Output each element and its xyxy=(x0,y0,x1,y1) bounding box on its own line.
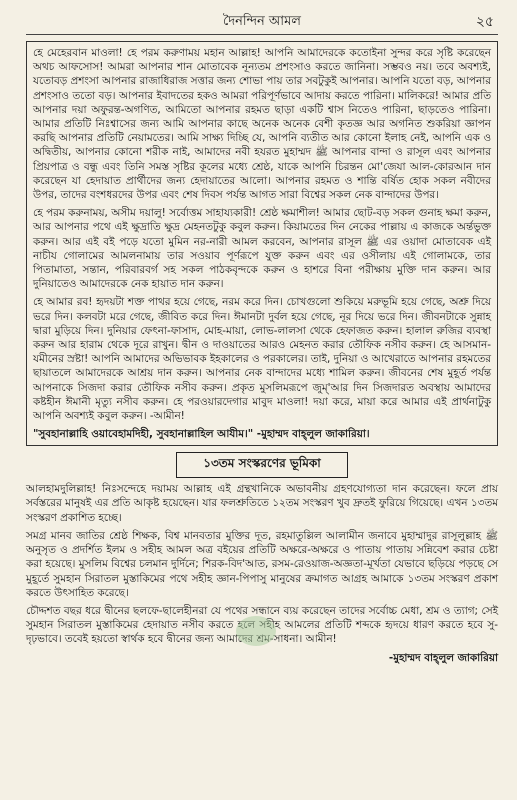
prayer-box xyxy=(26,41,498,446)
prayer-paragraph-1: হে মেহেরবান মাওলা! হে পরম করুণাময় মহান আল্লাহ! আপনি আমাদেরকে কতোইনা সুন্দর করে সৃষ্টি করেছেন অথচ আফসোস! আমরা আপনার শান মোতাবেক নূন্যতম প্রশংসাও করতে জানিনা। সম্ভবও নয়। তবে অবশ্যই, যতোবড় প্রশংসা আপনার রাজাধিরাজ সত্তার জন্য শোভা পায় তার সবটুকুই আপনার। আপনি যতো বড়, আপনার প্রশংসাও ততো বড়। আপনার ইবাদতের হকও আমরা পরিপূর্ণভাবে আদায় করতে পারিনা। মালিকরে! আমার প্রতি আপনার দয়া অফুরন্ত-অগণিত, আমিতো আপনার রহমত ছাড়া একটি শ্বাস নিতেও পারিনা, ছাড়তেও পারিনা। আমার প্রতিটি নিঃশ্বাসের জন্য আমি আপনার কাছে অনেক অনেক বেশী কৃতজ্ঞ আর অগনিত শুকরিয়া জ্ঞাপন করছি আপনার প্রতিটি নেয়ামতের। আমি সাক্ষ্য দিচ্ছি যে, আপনি ব্যতীত আর কোনো ইলাহ নেই, আপনি এক ও অদ্বিতীয়, আপনার কোনো শরীক নাই, আমাদের নবী হযরত মুহাম্মদ ﷺ আপনার বান্দা ও রাসূল এবং আপনার প্রিয়পাত্র ও বন্ধু এবং তিনি সমস্ত সৃষ্টির কূলের মধ্যে শ্রেষ্ঠ, যাকে আপনি চিরন্তন মো'জেযা আল-কোরআন দান করেছেন যা হেদায়াত প্রার্থীদের জন্য হেদায়াতের আলো। আপনার রহমত ও শান্তি বর্ষিত হোক সকল নবীদের উপর, তাদের বংশধরদের উপর এবং শেষ দিবস পর্যন্ত আগত সারা বিশ্বের সকল নেক বান্দাদের উপর। xyxy=(33,47,491,202)
prayer-paragraph-3: হে আমার রব! হৃদয়টা শক্ত পাথর হয়ে গেছে, নরম করে দিন। চোখগুলো শুকিয়ে মরুভূমি হয়ে গেছে, অশ্রু দিয়ে ভরে দিন। কলবটা মরে গেছে, জীবিত করে দিন। ঈমানটা দুর্বল হয়ে গেছে, নূর দিয়ে ভরে দিন। জীবনটাকে সুন্নাহ দ্বারা মুড়িয়ে দিন। দুনিয়ার ফেৎনা-ফাসাদ, মোহ-মায়া, লোভ-লালসা থেকে হেফাজত করুন। হালাল রুজির ব্যবস্থা করুন আর হারাম থেকে দূরে রাখুন। দ্বীন ও দাওয়াতের আরও মেহনত করার তৌফিক নসীব করুন। হে আসমান-যমীনের স্রষ্টা! আপনি আমাদের অভিভাবক ইহকালের ও পরকালের। তাই, দুনিয়া ও আখেরাতে আপনার রহমতের ছায়াতলে আমাদেরকে আশ্রয় দান করুন। আপনার নেক বান্দাদের মধ্যে শামিল করুন। জীবনের শেষ মুহূর্ত পর্যন্ত আপনাকে সিজদা করার তৌফিক নসীব করুন। প্রকৃত মুসলিমরূপে জুম্'আর দিন সিজদারত অবস্থায় আমাদের কষ্টহীন ঈমানী মৃত্যু নসীব করুন। হে পরওয়ারদেগার মাবুদ মাওলা! দয়া করে, মায়া করে আমার এই প্রার্থনাটুকু আপনি অবশ্যই কবুল করুন। -আমীন! xyxy=(33,296,491,423)
preface-title: ১৩তম সংস্করণের ভূমিকা xyxy=(176,452,348,478)
preface-signature: -মুহাম্মদ বাহ্‌লুল জাকারিয়া xyxy=(388,651,498,664)
preface-paragraph-2: সমগ্র মানব জাতির শ্রেষ্ঠ শিক্ষক, বিশ্ব মানবতার মুক্তির দূত, রহমাতুল্লিল আলামীন জনাবে মুহাম্মাদুর রাসূলুল্লাহ ﷺ অনুসৃত ও প্রদর্শিত ইলম ও সহীহ আমল অত্র বইয়ের প্রতিটি অক্ষরে-অক্ষরে ও পাতায় পাতায় সন্নিবেশ করার চেষ্টা করা হয়েছে। মুসলিম বিশ্বের চলমান দুর্দিনে; শিরক-বিদ'আত, রসম-রেওয়াজ-অজ্ঞতা-মূর্খতা যেভাবে ছড়িয়ে পড়ছে সে মুহূর্তে সুমহান সিরাতল মুস্তাকিমের পথে সহীহ জ্ঞান-পিপাসু মানুষের ক্রমাগত আগ্রহ আমাকে ১৩তম সংস্করণ প্রকাশ করতে উৎসাহিত করেছে। xyxy=(26,529,498,599)
book-page xyxy=(26,8,498,794)
prayer-paragraph-2: হে পরম করুনাময়, অসীম দয়ালু! সর্বোত্তম সাহায্যকারী! শ্রেষ্ঠ ক্ষমাশীল! আমার ছোট-বড় সকল গুনাহ ক্ষমা করুন, আর আপনার পথে এই ক্ষুদ্রাতি ক্ষুদ্র মেহনতটুকু কবুল করুন। কিয়ামতের দিন নেকের পাল্লায় এ কাজকে অর্ন্তভুক্ত করুন। আর এই বই পড়ে যতো মুমিন নর-নারী আমল করবেন, আপনার রাসূল ﷺ এর ওয়াদা মোতাবেক এই নাচীয গোলামের আমলনামায় তার সওয়াব পূর্ণরূপে যুক্ত করুন এবং এর ওসীলায় এই গোলামকে, তার পিতামাতা, সন্তান, পরিবারবর্গ সহ সকল পাঠকবৃন্দকে করুন ও হাশরে বিনা পরীক্ষায় মুক্তি দান করুন। আর দুনিয়াতেও আমাদেরকে নেক হায়াত দান করুন। xyxy=(33,207,491,291)
watermark-logo xyxy=(236,616,276,646)
prayer-signature-quote: "সুবহানাল্লাহি ওয়াবেহামদিহী, সুবহানাল্লাহিল আযীম।" xyxy=(33,428,254,441)
preface-paragraph-1: আলহামদুলিল্লাহ! নিঃসন্দেহে দয়াময় আল্লাহ এই গ্রন্থখানিকে অভাবনীয় গ্রহণযোগ্যতা দান করেছেন। ফলে প্রায় সর্বস্তরের মানুষই এর প্রতি আকৃষ্ট হয়েছেন। যার ফলশ্রুতিতে ১২তম সংস্করণ খুব দ্রুতই ফুরিয়ে গিয়েছে। এখন ১৩তম সংস্করণ প্রকাশিত হচ্ছে। xyxy=(26,483,498,524)
page-number: ২৫ xyxy=(475,14,494,30)
prayer-signature-name: -মুহাম্মদ বাহ্‌লুল জাকারিয়া। xyxy=(256,428,370,441)
page-header xyxy=(26,8,498,35)
prayer-signature xyxy=(33,427,491,441)
preface-paragraph-3: চৌদ্দশত বছর ধরে দ্বীনের ছলফে-ছালেহীনরা যে পথের সন্ধানে ব্যয় করেছেন তাদের সর্বোচ্চ মেধা, শ্রম ও ত্যাগ; সেই সুমহান সিরাতল মুস্তাকিমের হেদায়াত নসীব করতে হলে সহীহ আমলের প্রতিটি শব্দকে হৃদয়ে ধারণ করতে হবে সু-দৃঢ়ভাবে। তবেই হয়তো স্বার্থক হবে দ্বীনের জন্য আমাদের শ্রম-সাধনা। আমীন! xyxy=(26,604,498,646)
running-title: দৈনন্দিন আমল xyxy=(223,14,301,29)
